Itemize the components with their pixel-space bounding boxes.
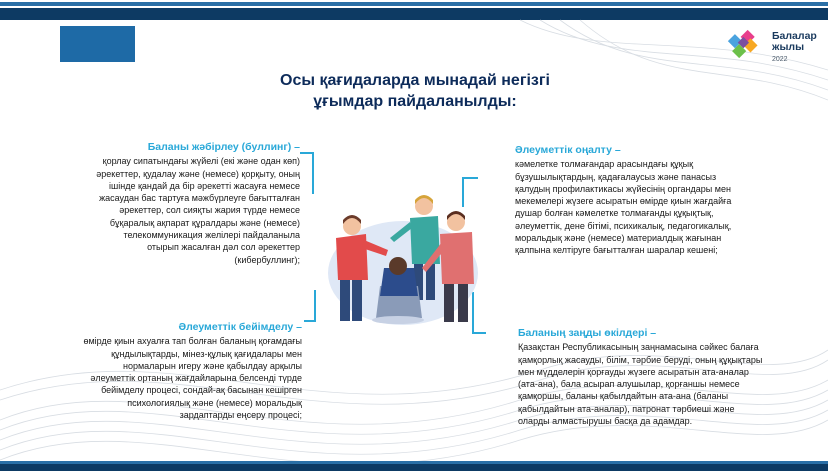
blue-corner-block — [60, 26, 135, 62]
title-line2: ұғымдар пайдаланылды: — [313, 93, 517, 110]
bottom-bar — [0, 461, 828, 471]
rehabilitation-line: қалпына келтіруге бағытталған шаралар кешені; — [515, 245, 718, 256]
legal-line: қамқорлық жасауды, білім, тәрбие беруді, оның құқықтары — [518, 354, 763, 365]
block-social-adaptation — [50, 321, 302, 421]
block-bullying — [60, 141, 300, 266]
rehabilitation-line: душар болған кәмелетке толмағанды құқықтық, — [515, 208, 714, 219]
bullying-line: жасаудан бас тартуға мәжбүрлеуге бағытталған — [99, 193, 300, 204]
top-band — [0, 8, 828, 20]
bullying-line: әрекеттер, сол сияқты жария түрде немесе — [119, 205, 300, 216]
logo-line2: жылы — [772, 41, 805, 53]
top-accent-line — [0, 2, 828, 6]
page-title — [220, 70, 610, 112]
legal-heading: Баланың заңды өкілдері – — [518, 327, 657, 339]
bullying-line: (кибербуллинг); — [234, 254, 300, 265]
logo-line1: Балалар — [772, 30, 817, 42]
connector-bottom-left — [304, 290, 316, 322]
bullying-line: қорлау сипатындағы жүйелі (екі және одан көп) — [102, 156, 300, 167]
bullying-line: отырып жасалған дәл сол әрекеттер — [147, 242, 300, 253]
adaptation-line: құндылықтарды, мінез-құлық қағидалары мен — [111, 348, 302, 359]
legal-line: оларды алмастырушы басқа да адамдар. — [518, 416, 693, 427]
top-bar — [0, 0, 828, 20]
bullying-line: телекоммуникация желілері пайдаланыла — [123, 230, 300, 241]
connector-top-left — [300, 152, 314, 194]
rehabilitation-heading: Әлеуметтік оңалту – — [515, 144, 621, 156]
bullying-illustration — [318, 168, 488, 330]
title-line1: Осы қағидаларда мынадай негізгі — [280, 72, 550, 89]
adaptation-line: зардаптарды еңсеру процесі; — [179, 410, 302, 421]
bullying-line: ішінде қандай да бір әрекетті жасауға немесе — [109, 180, 300, 191]
rehabilitation-line: моральдық және (немесе) материалдық жағынан — [515, 233, 722, 244]
rehabilitation-line: бұзушылықтардың, қадағалаусыз және панасыз — [515, 171, 717, 182]
adaptation-line: бейімделу процесі, сондай-ақ басынан кешірген — [101, 385, 302, 396]
logo-text — [772, 31, 817, 53]
legal-line: (ата-ана), бала асырап алушылар, қорғаншы немесе — [518, 379, 740, 390]
legal-line: Қазақстан Республикасының заңнамасына сәйкес балаға — [518, 342, 759, 353]
bullying-line: бұқаралық ақпарат құралдары және (немесе) — [109, 217, 300, 228]
adaptation-line: нормаларын игеру және қабылдау арқылы — [122, 360, 302, 371]
logo-year: 2022 — [772, 56, 788, 63]
rehabilitation-line: қалудың профилактикасы жүйесінің органдары мен — [515, 183, 731, 194]
bullying-heading: Баланы жәбірлеу (буллинг) – — [147, 141, 300, 153]
legal-line: мен мүдделерін қорғауды жүзеге асыратын ата-аналар — [518, 366, 749, 377]
block-social-rehabilitation — [515, 144, 780, 257]
rehabilitation-line: әлеуметтік, дене бітімі, психикалық, педагогикалық, — [515, 220, 732, 231]
bottom-accent-line — [0, 461, 828, 464]
legal-line: қабылдайтын ата-аналар), патронат тәрбиеші және — [518, 403, 735, 414]
adaptation-heading: Әлеуметтік бейімделу – — [178, 321, 302, 333]
block-legal-representatives — [518, 327, 774, 427]
legal-line: қамқоршы, баланы қабылдайтын ата-ана (баланы — [518, 391, 729, 402]
adaptation-line: әлеуметтік ортаның жағдайларына белсенді түрде — [90, 373, 302, 384]
bullying-line: әрекеттер, қудалау және (немесе) қорқыту, оның — [96, 168, 300, 179]
adaptation-line: психологиялық және (немесе) моральдық — [127, 397, 302, 408]
rehabilitation-line: мекемелері жүзеге асыратын өмірде қиын жағдайға — [515, 196, 732, 207]
rehabilitation-line: кәмелетке толмағандар арасындағы құқық — [515, 159, 694, 170]
adaptation-line: өмірде қиын ахуалға тап болған баланың қоғамдағы — [83, 336, 302, 347]
